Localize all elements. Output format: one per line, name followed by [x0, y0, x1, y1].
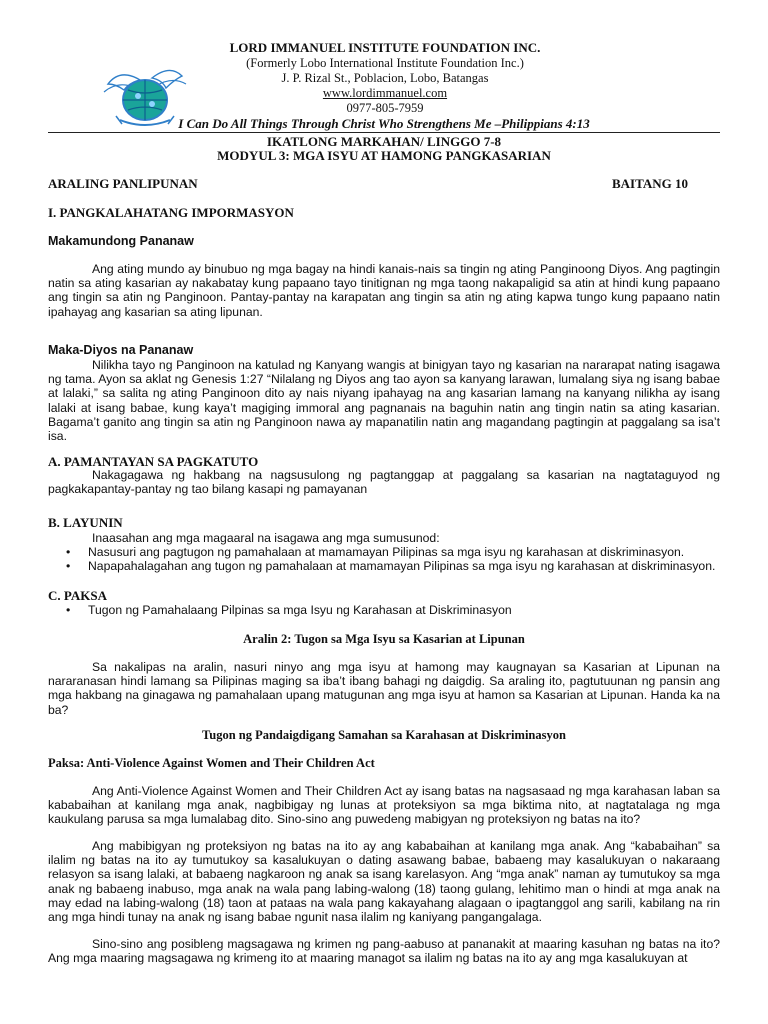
formerly-line: (Formerly Lobo International Institute Foundation Inc.) — [246, 56, 524, 70]
objectives-list-wrapper — [48, 545, 728, 574]
lesson-paragraph-2 — [48, 839, 720, 924]
section-1-title: I. PANGKALAHATANG IMPORMASYON — [48, 205, 294, 220]
quarter-line: IKATLONG MARKAHAN/ LINGGO 7-8 — [266, 134, 502, 149]
worldly-view-text — [48, 262, 720, 319]
org-name: LORD IMMANUEL INSTITUTE FOUNDATION INC. — [229, 40, 541, 55]
topic-list-wrapper — [48, 603, 728, 617]
lesson-paragraph-1 — [48, 784, 720, 827]
objectives-list — [48, 545, 728, 574]
law-definition: Ang Anti-Violence Against Women and Their Children Act ay isang batas na nagsasaad ng mga karahasan laban sa kababaihan at kanilang mga anak, nagbibigay ng lunas at proteksiyon sa mga biktima nito, at nagtatalaga ng mga kaukulang parusa sa mga lumalabag dito. Sino-sino ang puwedeng mabigyan ng proteksiyon ng batas na ito? — [48, 784, 720, 827]
objectives-intro: Inaasahan ang mga magaaral na isagawa ang mga sumusunod: — [92, 531, 440, 545]
subject-label: ARALING PANLIPUNAN — [48, 176, 198, 191]
motto-line: I Can Do All Things Through Christ Who Strengthens Me –Philippians 4:13 — [178, 116, 590, 131]
godly-paragraph: Nilikha tayo ng Panginoon na katulad ng Kanyang wangis at binigyan tayo ng kasarian na nararapat nating isagawa ng tama. Ayon sa aklat ng Genesis 1:27 “Nilalang ng Diyos ang tao ayon sa kanyang larawan, lumalang siya ng isang babae at lalaki,” sa salita ng ating Panginoon dito ay nais niyang ipahayag na ang kasarian lamang na kanyang nilikha ay isang lalaki at isang babae, kung kaya’t magiging immoral ang pagnanais na baguhin natin ang tingin natin sa ating kasarian. Bagama’t ganito ang tingin sa atin ng Panginoon nawa ay mapanatilin natin ang magandang pagtingin at paggalang sa isa’t isa. — [48, 358, 720, 444]
website-link[interactable]: www.lordimmanuel.com — [322, 86, 448, 100]
topic-item: • Tugon ng Pamahalaang Pilpinas sa mga Isyu ng Karahasan at Diskriminasyon — [48, 603, 728, 617]
phone-line: 0977-805-7959 — [346, 101, 424, 115]
protected-persons: Ang mabibigyan ng proteksiyon ng batas na ito ay ang kababaihan at kanilang mga anak. Ang “kababaihan” sa ilalim ng batas na ito ay tumutukoy sa kasalukuyan o dating asawang babae, babaeng may kasalukuyan o nakaraang relasyon sa isang lalaki, at babaeng nagkaroon ng anak sa isang karelasyon. Ang “mga anak” naman ay tumutukoy sa mga anak ng babaeng inabuso, mga anak na wala pang labing-walong (18) taong gulang, lehitimo man o hindi at mga anak na may edad na labing-walong (18) taon at pataas na wala pang kakayahang alagaan o ipagtanggol ang sarili, kabilang na rin ang mga hindi tunay na anak ng isang babae ngunit nasa ilalim ng kaniyang pangangalaga. — [48, 839, 720, 925]
module-title: MODYUL 3: MGA ISYU AT HAMONG PANGKASARIAN — [217, 148, 551, 163]
lesson-intro — [48, 660, 720, 717]
topic-list — [48, 603, 728, 617]
section-b-title: B. LAYUNIN — [48, 515, 123, 530]
objective-item: • Nasusuri ang pagtugon ng pamahalaan at mamamayan Pilipinas sa mga isyu ng karahasan at diskriminasyon. — [48, 545, 728, 559]
godly-view-text — [48, 358, 720, 443]
address-line: J. P. Rizal St., Poblacion, Lobo, Batangas — [281, 71, 489, 85]
worldly-view-title: Makamundong Pananaw — [48, 234, 194, 248]
section-a-title: A. PAMANTAYAN SA PAGKATUTO — [48, 454, 259, 469]
standards-paragraph: Nakagagawa ng hakbang na nagsusulong ng pagtanggap at paggalang sa kasarian na nagtataguyod ng pagkakapantay-pantay ng tao bilang kasapi ng pamayanan — [48, 468, 720, 497]
website-wrapper — [160, 86, 610, 101]
grade-label: BAITANG 10 — [612, 176, 688, 191]
lesson-topic: Paksa: Anti-Violence Against Women and Their Children Act — [48, 756, 375, 770]
header-rule — [48, 132, 720, 133]
lesson-title: Aralin 2: Tugon sa Mga Isyu sa Kasarian at Lipunan — [243, 632, 525, 646]
lesson-intro-paragraph: Sa nakalipas na aralin, nasuri ninyo ang mga isyu at hamong may kaugnayan sa Kasarian at Lipunan na nararanasan hindi lamang sa Pilipinas maging sa iba’t ibang bahagi ng daigdig. Sa araling ito, pagtutuunan ng pansin ang mga hakbang na ginagawa ng pamahalaan upang matugunan ang mga isyu at hamon sa Kasarian at Lipunan. Handa ka na ba? — [48, 660, 720, 717]
section-c-title: C. PAKSA — [48, 588, 107, 603]
lesson-subtitle: Tugon ng Pandaigdigang Samahan sa Karahasan at Diskriminasyon — [202, 728, 566, 742]
section-a-text — [48, 468, 720, 496]
godly-view-title: Maka-Diyos na Pananaw — [48, 343, 194, 357]
worldly-paragraph: Ang ating mundo ay binubuo ng mga bagay na hindi kanais-nais sa tingin ng ating Panginoong Diyos. Ang pagtingin natin sa ating kasarian ay nakabatay kung papaano tayo tinitignan ng mga taong nakapaligid sa atin at hindi kung papaano ang tingin sa atin ng Panginoon. Pantay-pantay na karapatan ang tingin sa atin ng ating kapwa tungo kung papaano natin ipahayag ang kasarian sa ating lipunan. — [48, 262, 720, 319]
objective-item: • Napapahalagahan ang tugon ng pamahalaan at mamamayan Pilipinas sa mga isyu ng karahasan at diskriminasyon. — [48, 559, 728, 573]
offenders-paragraph: Sino-sino ang posibleng magsagawa ng krimen ng pang-aabuso at pananakit at maaring kasuhan ng batas na ito? Ang mga maaring magsagawa ng krimeng ito at maaring managot sa ilalim ng batas na ito ay ang mga kasalukuyan at — [48, 937, 720, 966]
lesson-paragraph-3 — [48, 937, 720, 965]
